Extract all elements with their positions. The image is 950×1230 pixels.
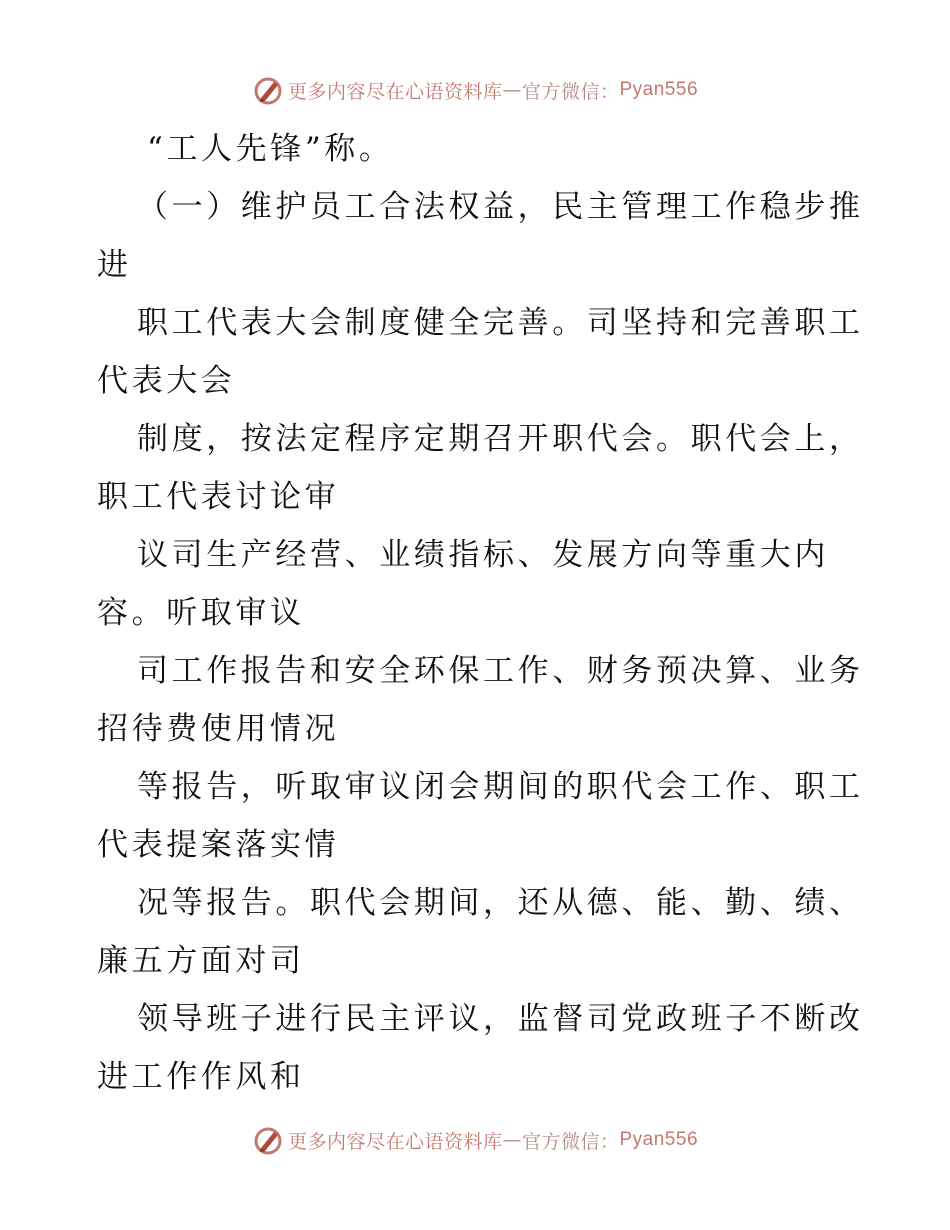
text-line: 职工代表讨论审: [97, 479, 340, 515]
pen-nib-circle-icon: [252, 74, 284, 106]
watermark-wechat-label: 官方微信：: [521, 80, 620, 103]
text-line: 进工作作风和: [97, 1059, 305, 1095]
watermark-site: 更多内容尽在心语资料库: [287, 1130, 503, 1153]
watermark-wechat-id: Pyan556: [619, 1129, 699, 1150]
text-line: 领导班子进行民主评议，监督司党政班子不断改: [137, 1001, 864, 1037]
text-line: 廉五方面对司: [97, 943, 305, 979]
text-line: 制度，按法定程序定期召开职代会。职代会上，: [137, 421, 864, 457]
text-line: 进: [97, 247, 132, 283]
text-line: 职工代表大会制度健全完善。司坚持和完善职工: [137, 305, 864, 341]
watermark-wechat-label: 官方微信：: [521, 1130, 620, 1153]
watermark-site: 更多内容尽在心语资料库: [287, 80, 503, 103]
footer-watermark: [0, 1120, 950, 1160]
text-line: 司工作报告和安全环保工作、财务预决算、业务: [137, 653, 864, 689]
watermark-dash: —: [502, 1129, 522, 1151]
text-line: 议司生产经营、业绩指标、发展方向等重大内: [137, 537, 829, 573]
pen-nib-circle-icon: [252, 1124, 284, 1156]
watermark-wechat-id: Pyan556: [619, 79, 699, 100]
text-line: 况等报告。职代会期间，还从德、能、勤、绩、: [137, 885, 864, 921]
text-line: （一）维护员工合法权益，民主管理工作稳步推: [137, 189, 864, 225]
text-line: 等报告，听取审议闭会期间的职代会工作、职工: [137, 769, 864, 805]
header-watermark: [0, 70, 950, 110]
text-line: 代表大会: [97, 363, 236, 399]
watermark-dash: —: [502, 79, 522, 101]
text-line: 代表提案落实情: [97, 827, 340, 863]
text-line: 招待费使用情况: [97, 711, 340, 747]
text-line: 容。听取审议: [97, 595, 305, 631]
document-body: [97, 120, 864, 1106]
text-line: “工人先锋”称。: [147, 131, 394, 167]
